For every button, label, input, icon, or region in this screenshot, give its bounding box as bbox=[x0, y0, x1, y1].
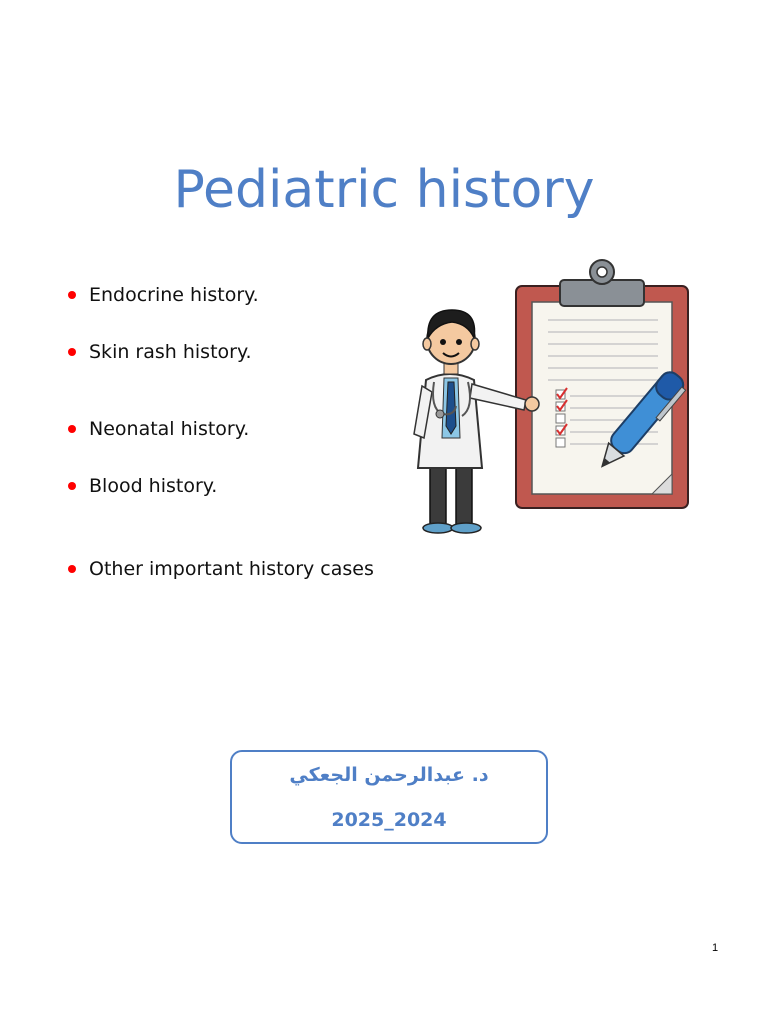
bullet-dot-icon bbox=[68, 348, 76, 356]
topic-item bbox=[68, 284, 259, 306]
author-card bbox=[230, 750, 548, 844]
topic-label: Neonatal history. bbox=[89, 418, 250, 440]
topic-label: Blood history. bbox=[89, 475, 218, 497]
topic-label: Other important history cases bbox=[89, 558, 374, 580]
doctor-with-clipboard-icon bbox=[408, 258, 728, 543]
topic-label: Skin rash history. bbox=[89, 341, 252, 363]
bullet-dot-icon bbox=[68, 565, 76, 573]
academic-year: 2025_2024 bbox=[331, 809, 447, 831]
topic-item bbox=[68, 341, 252, 363]
bullet-dot-icon bbox=[68, 425, 76, 433]
topic-item bbox=[68, 558, 374, 580]
bullet-dot-icon bbox=[68, 291, 76, 299]
topic-item bbox=[68, 418, 249, 440]
bullet-dot-icon bbox=[68, 482, 76, 490]
author-name: د. عبدالرحمن الجعكي bbox=[289, 764, 489, 786]
topic-item bbox=[68, 475, 217, 497]
page-number: 1 bbox=[712, 942, 719, 954]
page-title: Pediatric history bbox=[173, 160, 595, 220]
topic-label: Endocrine history. bbox=[89, 284, 259, 306]
